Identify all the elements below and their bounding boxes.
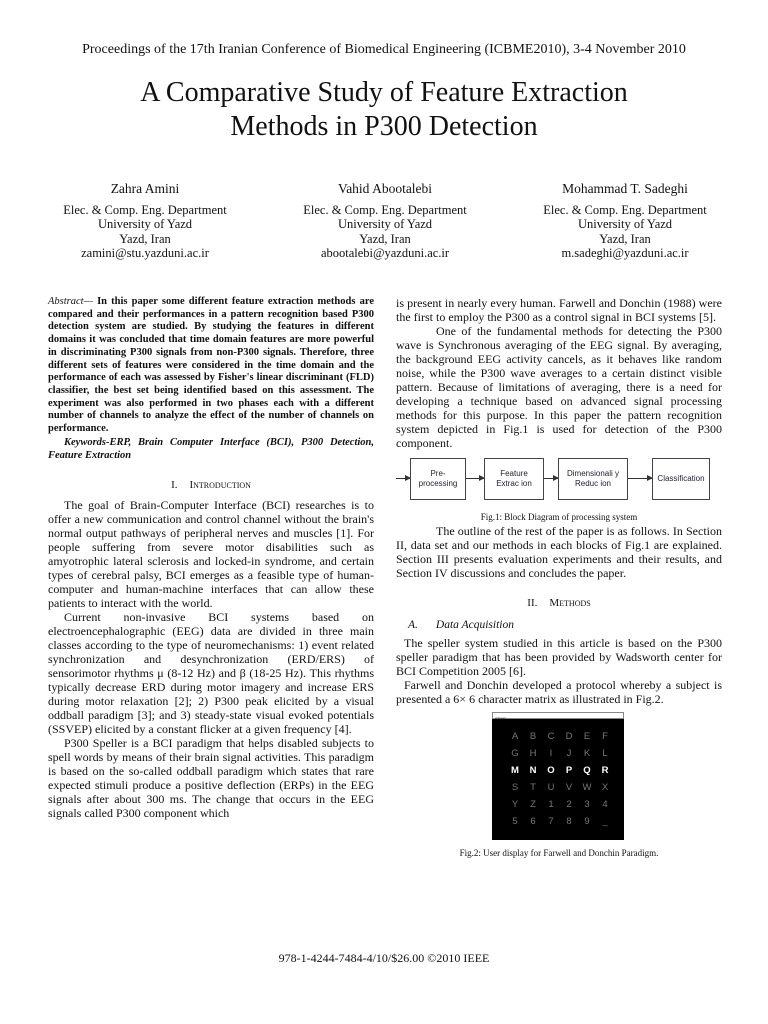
matrix-cell: 2 — [566, 799, 572, 810]
intro-paragraph-3: P300 Speller is a BCI paradigm that helps disabled subjects to spell words by means of their brain signal activities. This paradigm is based on the so-called oddball paradigm which states that rare expected stimuli produce a positive deflection (ERPs) in the EEG signals after about 300 ms. The change that occurs in the EEG signals called P300 component which — [48, 735, 374, 820]
matrix-cell: D — [565, 731, 573, 742]
matrix-cell: R — [601, 765, 609, 776]
arrow-icon — [466, 478, 484, 479]
intro-paragraph-1: The goal of Brain-Computer Interface (BCI) researches is to offer a new communication and control channel without the brain's normal output pathways of peripheral nerves and muscles [1]. For people suffering from severe motor disabilities such as amyotrophic lateral sclerosis and locked-in syndrome, and certain types of cerebral palsy, BCI emerges as a feasible type of human-computer and human-machine interfaces that can allow these patients to interact with the world. — [48, 497, 374, 610]
matrix-cell: J — [566, 748, 572, 759]
figure-2-speller-matrix — [492, 712, 624, 840]
matrix-cell: M — [511, 765, 519, 776]
matrix-cell: K — [583, 748, 591, 759]
author-email: abootalebi@yazduni.ac.ir — [320, 246, 450, 261]
abstract-text: In this paper some different feature extraction methods are compared and their performances in a pattern recognition based P300 detection system are studied. By studying the features in different domains it was concluded that time domain features are more powerful in discriminating P300 signals from non-P300 signals. Therefore, three different sets of features were considered in the time domain and the performance of each was assessed by Fisher's linear discriminant (FLD) classifier, the best set being identified based on this assessment. The experiment was also performed in two phases each with a different number of channels to analyze the effect of the number of channels on performance. — [48, 296, 374, 435]
right-paragraph-2: One of the fundamental methods for detecting the P300 wave is Synchronous averaging of the EEG signal. By averaging, the background EEG activity cancels, as it behaves like random noise, while the P300 wave averages to a certain distinct visible pattern. Because of limitations of averaging, there is a need for developing a technique based on advanced signal processing methods for this purpose. In this paper the pattern recognition system depicted in Fig.1 is used for detection of the P300 component. — [396, 324, 722, 450]
block-feature-extraction: Feature Extrac ion — [484, 458, 544, 500]
block-preprocessing: Pre- processing — [410, 458, 466, 500]
author-name: Zahra Amini — [110, 181, 180, 196]
paper-title — [0, 76, 768, 144]
matrix-cell: F — [602, 731, 608, 742]
matrix-cell: E — [583, 731, 591, 742]
right-column — [396, 296, 722, 860]
arrow-icon — [544, 478, 558, 479]
author-name: Vahid Abootalebi — [337, 181, 433, 196]
author-location: Yazd, Iran — [359, 231, 411, 246]
matrix-cell: L — [602, 748, 608, 759]
block-classification: Classification — [652, 458, 710, 500]
abstract-label: Abstract— — [48, 296, 93, 307]
matrix-cell: H — [529, 748, 537, 759]
intro-paragraph-2: Current non-invasive BCI systems based on electroencephalographic (EEG) data are divided in three main classes according to the type of neuromechanisms: 1) event related synchronization and desynchronization (ERD/ERS) of sensorimotor rhythms μ (8-12 Hz) and β (18-25 Hz). This rhythms typically decrease ERD during motor imagery and increase ERS during motor relaxation [2]; 2) P300 peak elicited by a visual oddball paradigm [3]; and 3) steady-state visual evoked potentials (SSVEP) elicited by a constant flicker at a given frequency [4]. — [48, 609, 374, 736]
matrix-cell: 5 — [512, 816, 518, 827]
author-univ: University of Yazd — [577, 217, 673, 232]
matrix-cell: O — [547, 765, 555, 776]
matrix-cell: U — [547, 782, 555, 793]
matrix-cell: V — [565, 782, 573, 793]
matrix-cell: P — [565, 765, 573, 776]
author-location: Yazd, Iran — [599, 231, 651, 246]
author-univ: University of Yazd — [337, 217, 433, 232]
footer-isbn: 978-1-4244-7484-4/10/$26.00 ©2010 IEEE — [278, 951, 490, 965]
matrix-cell: W — [582, 782, 592, 793]
matrix-cell: I — [549, 748, 553, 759]
matrix-cell: Q — [583, 765, 591, 776]
matrix-cell: C — [547, 731, 555, 742]
arrow-icon — [628, 478, 652, 479]
author-name: Mohammad T. Sadeghi — [562, 181, 688, 196]
figure-1-caption: Fig.1: Block Diagram of processing system — [480, 512, 638, 522]
author-univ: University of Yazd — [97, 217, 193, 232]
matrix-cell: T — [530, 782, 536, 793]
matrix-cell: X — [601, 782, 609, 793]
title-line-1: A Comparative Study of Feature Extraction — [140, 77, 628, 108]
section-heading-introduction: I. Introduction — [171, 478, 251, 491]
matrix-cell: 9 — [584, 816, 590, 827]
title-line-2: Methods in P300 Detection — [230, 111, 538, 142]
keywords: Keywords-ERP, Brain Computer Interface (BCI), P300 Detection, Feature Extraction — [48, 436, 374, 461]
matrix-cell: _ — [602, 816, 608, 827]
proceedings-header: Proceedings of the 17th Iranian Conference of Biomedical Engineering (ICBME2010), 3-4 November 2010 — [82, 42, 686, 57]
subsection-heading-data-acquisition: A. Data Acquisition — [408, 619, 514, 631]
author-email: zamini@stu.yazduni.ac.ir — [81, 246, 209, 261]
left-column — [48, 296, 374, 820]
author-email: m.sadeghi@yazduni.ac.ir — [561, 246, 689, 261]
matrix-cell: 1 — [548, 799, 554, 810]
matrix-cell: 4 — [602, 799, 608, 810]
matrix-cell: B — [529, 731, 537, 742]
right-paragraph-1: is present in nearly every human. Farwell and Donchin (1988) were the first to employ the P300 as a control signal in BCI systems [5]. — [396, 296, 722, 324]
right-paragraph-4: The speller system studied in this article is based on the P300 speller paradigm that has been provided by Wadsworth center for BCI Competition 2005 [6]. — [396, 636, 722, 678]
section-heading-methods: II. Methods — [527, 597, 591, 609]
matrix-cell: A — [511, 731, 519, 742]
matrix-cell: 6 — [530, 816, 536, 827]
matrix-cell: 8 — [566, 816, 572, 827]
right-paragraph-5: Farwell and Donchin developed a protocol whereby a subject is presented a 6× 6 character matrix as illustrated in Fig.2. — [396, 678, 722, 706]
matrix-cell: Y — [511, 799, 519, 810]
figure-2-caption: Fig.2: User display for Farwell and Donchin Paradigm. — [459, 848, 659, 858]
abstract — [48, 296, 374, 436]
author-dept: Elec. & Comp. Eng. Department — [543, 202, 707, 217]
matrix-cell: N — [529, 765, 537, 776]
author-block-2 — [280, 182, 490, 261]
author-dept: Elec. & Comp. Eng. Department — [303, 202, 467, 217]
speller-input-bar: SEND — [492, 712, 624, 719]
right-paragraph-3: The outline of the rest of the paper is as follows. In Section II, data set and our methods in each blocks of Fig.1 are explained. Section III presents evaluation experiments and their results, and Section IV discussions and concludes the paper. — [396, 524, 722, 580]
author-block-1 — [40, 182, 250, 261]
author-location: Yazd, Iran — [119, 231, 171, 246]
author-dept: Elec. & Comp. Eng. Department — [63, 202, 227, 217]
matrix-cell: 7 — [548, 816, 554, 827]
figure-1-block-diagram — [396, 458, 714, 502]
author-block-3 — [520, 182, 730, 261]
speller-grid — [506, 730, 614, 832]
matrix-cell: S — [511, 782, 519, 793]
arrow-icon — [396, 478, 410, 479]
matrix-cell: Z — [530, 799, 536, 810]
block-dimensionality-reduction: Dimensionali y Reduc ion — [558, 458, 628, 500]
matrix-cell: 3 — [584, 799, 590, 810]
matrix-cell: G — [511, 748, 519, 759]
